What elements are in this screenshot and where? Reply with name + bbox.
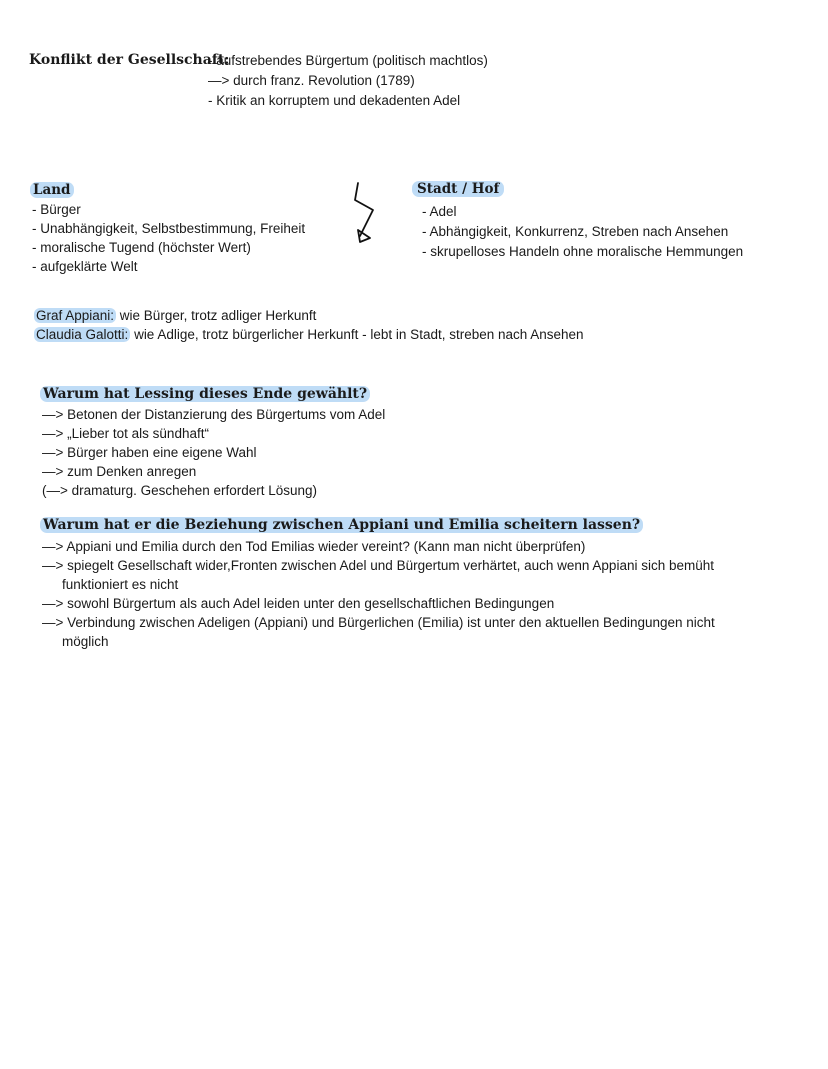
conflict-line-3: - Kritik an korruptem und dekadenten Adel [208, 93, 461, 108]
appiani-label: Graf Appiani: [36, 308, 115, 323]
question1-item: —> Betonen der Distanzierung des Bürgertums vom Adel [42, 407, 386, 422]
question2-item-continuation: funktioniert es nicht [62, 577, 179, 592]
question1-heading: Warum hat Lessing dieses Ende gewählt? [40, 386, 370, 402]
land-heading: Land [30, 182, 74, 198]
appiani-line [34, 306, 316, 325]
claudia-text: wie Adlige, trotz bürgerlicher Herkunft - lebt in Stadt, streben nach Ansehen [130, 327, 584, 342]
land-item: - Unabhängigkeit, Selbstbestimmung, Freiheit [32, 221, 306, 236]
conflict-line-1: - aufstrebendes Bürgertum (politisch machtlos) [208, 53, 488, 68]
land-item: - aufgeklärte Welt [32, 259, 138, 274]
question1-item: (—> dramaturg. Geschehen erfordert Lösung) [42, 483, 318, 498]
stadt-item: - skrupelloses Handeln ohne moralische Hemmungen [422, 244, 744, 259]
stadt-section [412, 179, 504, 199]
conflict-label: Konflikt der Gesellschaft: [29, 52, 230, 68]
question2-list [42, 537, 715, 651]
question2-heading: Warum hat er die Beziehung zwischen Appiani und Emilia scheitern lassen? [40, 517, 643, 533]
question1-list [42, 405, 385, 500]
question1-item: —> „Lieber tot als sündhaft“ [42, 426, 209, 441]
land-section [30, 180, 74, 200]
question2-item: —> spiegelt Gesellschaft wider,Fronten zwischen Adel und Bürgertum verhärtet, auch wenn Appiani sich bemüht [42, 558, 714, 573]
question2-item-continuation: möglich [62, 634, 109, 649]
conflict-line-2: —> durch franz. Revolution (1789) [208, 73, 415, 88]
claudia-line [34, 325, 584, 344]
land-item: - Bürger [32, 202, 81, 217]
question1-item: —> zum Denken anregen [42, 464, 197, 479]
question2-item: —> sowohl Bürgertum als auch Adel leiden unter den gesellschaftlichen Bedingungen [42, 596, 555, 611]
question1-item: —> Bürger haben eine eigene Wahl [42, 445, 257, 460]
stadt-heading: Stadt / Hof [412, 181, 504, 197]
question2-item: —> Verbindung zwischen Adeligen (Appiani) und Bürgerlichen (Emilia) ist unter den aktuellen Bedingungen nicht [42, 615, 715, 630]
stadt-item: - Adel [422, 204, 457, 219]
question2-item: —> Appiani und Emilia durch den Tod Emilias wieder vereint? (Kann man nicht überprüfen) [42, 539, 586, 554]
land-item: - moralische Tugend (höchster Wert) [32, 240, 251, 255]
claudia-label: Claudia Galotti: [36, 327, 129, 342]
question1-section [40, 384, 370, 404]
stadt-item: - Abhängigkeit, Konkurrenz, Streben nach Ansehen [422, 224, 729, 239]
lightning-bolt-icon [350, 180, 380, 246]
question2-section [40, 515, 643, 535]
appiani-text: wie Bürger, trotz adliger Herkunft [116, 308, 317, 323]
land-list [32, 200, 305, 276]
stadt-list [422, 202, 743, 262]
